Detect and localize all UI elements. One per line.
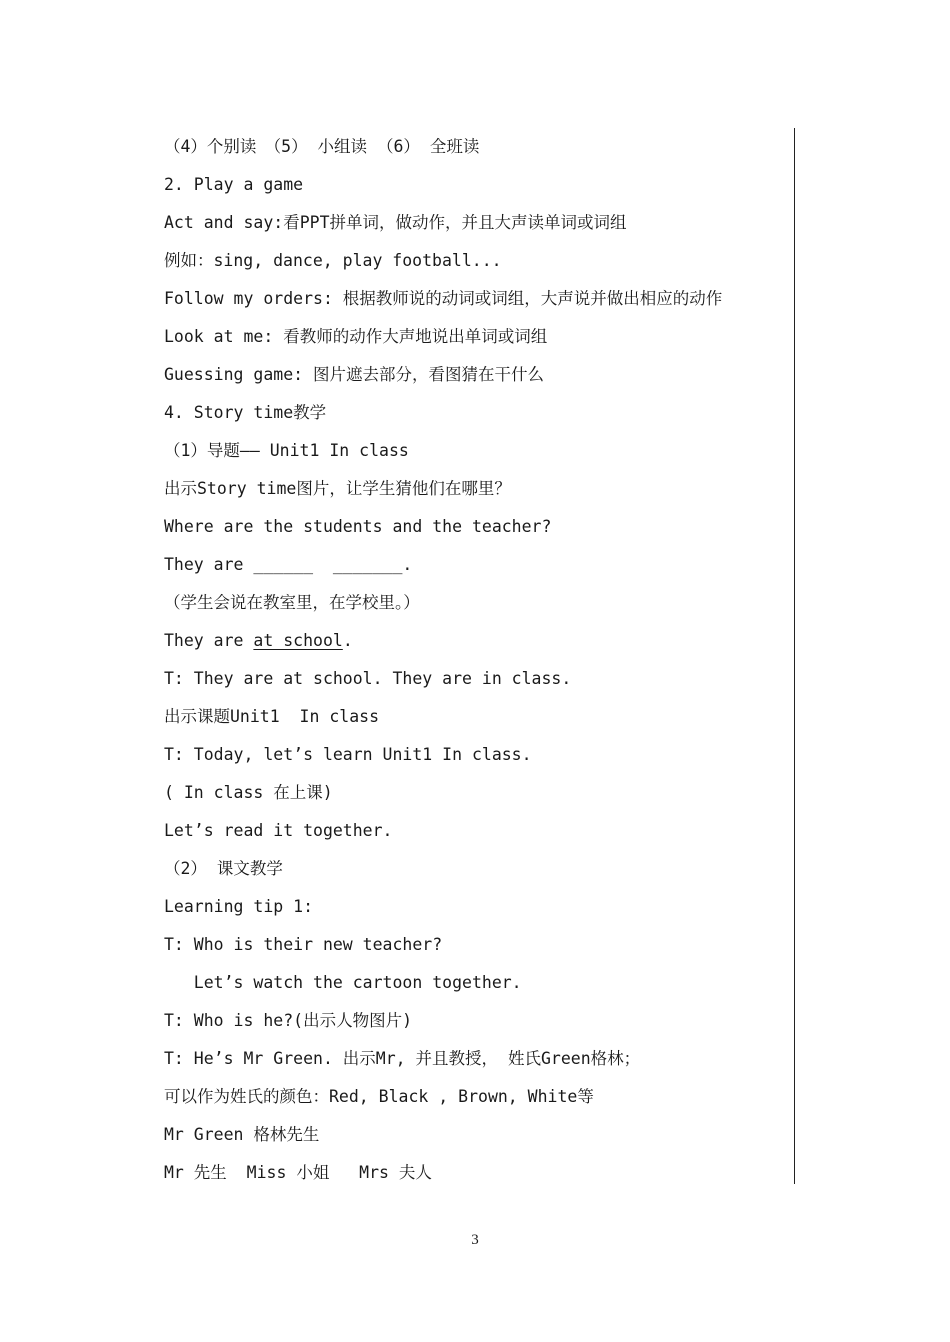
text-line: Act and say:看PPT拼单词，做动作，并且大声读单词或词组 [164,213,627,232]
text-line: T: He’s Mr Green. 出示Mr, 并且教授， 姓氏Green格林； [164,1049,641,1068]
text-line: （2） 课文教学 [164,859,283,878]
text-line: （1）导题—— Unit1 In class [164,441,409,460]
page-number: 3 [471,1232,479,1248]
text-prefix: They are [164,631,254,650]
text-suffix: . [342,631,353,650]
text-line: Learning tip 1: [164,897,314,916]
text-line: Mr Green 格林先生 [164,1125,320,1144]
text-line: Where are the students and the teacher? [164,517,552,536]
text-line: Look at me: 看教师的动作大声地说出单词或词组 [164,327,548,346]
text-line: 例如：sing, dance, play football... [164,251,502,270]
text-line: Let’s watch the cartoon together. [164,973,522,992]
text-line: Guessing game: 图片遮去部分，看图猜在干什么 [164,365,545,384]
text-line: （学生会说在教室里，在学校里。） [164,593,420,612]
text-line: Follow my orders: 根据教师说的动词或词组，大声说并做出相应的动作 [164,289,723,308]
underlined-text: at school [253,631,343,650]
text-line: They are ______ _______. [164,555,413,574]
text-line: 出示课题Unit1 In class [164,707,380,726]
text-line: 出示Story time图片，让学生猜他们在哪里？ [164,479,511,498]
text-line: ( In class 在上课) [164,783,333,802]
text-line: T: They are at school. They are in class. [164,669,572,688]
text-line: 2. Play a game [164,175,304,194]
text-line: Let’s read it together. [164,821,393,840]
lesson-content [164,128,789,1192]
text-line: 4. Story time教学 [164,403,327,422]
text-line-at-school [164,622,789,660]
text-line: Mr 先生 Miss 小姐 Mrs 夫人 [164,1163,432,1182]
text-line: T: Today, let’s learn Unit1 In class. [164,745,532,764]
text-line: 可以作为姓氏的颜色：Red, Black , Brown, White等 [164,1087,594,1106]
text-line: T: Who is he?(出示人物图片) [164,1011,413,1030]
text-line: T: Who is their new teacher? [164,935,443,954]
table-right-border [794,128,795,1184]
text-line: （4）个别读 （5） 小组读 （6） 全班读 [164,137,480,156]
